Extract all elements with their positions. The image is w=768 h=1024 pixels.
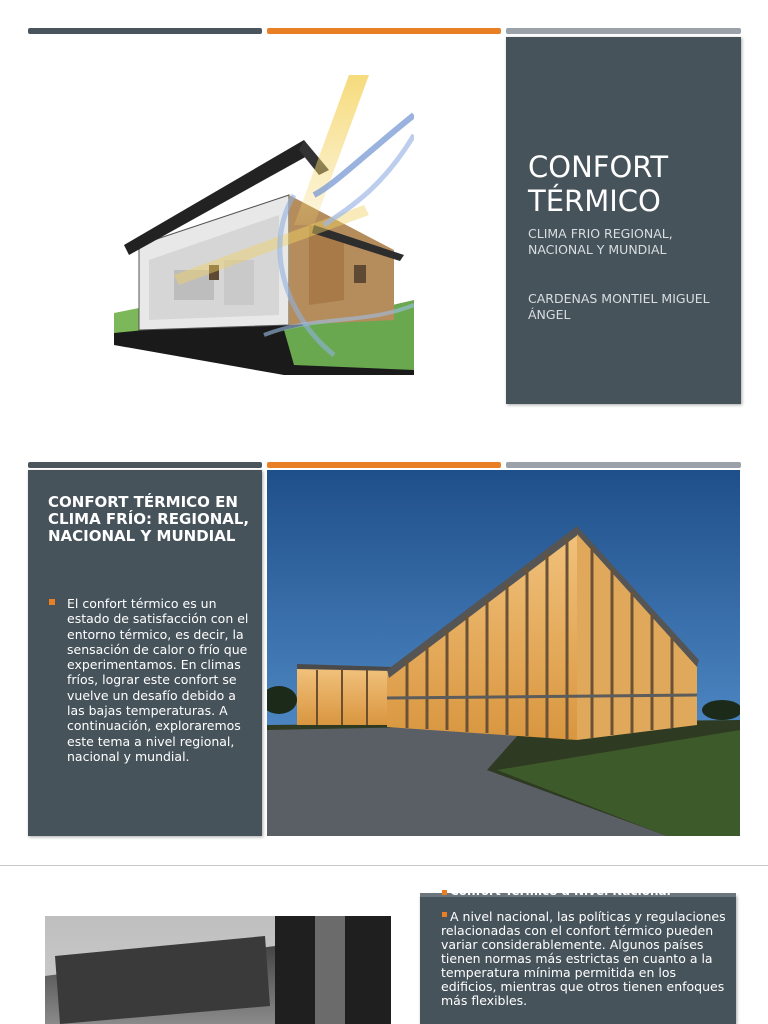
slide-2-heading: CONFORT TÉRMICO EN CLIMA FRÍO: REGIONAL, NACIONAL Y MUNDIAL bbox=[48, 493, 250, 545]
top-bar-dark bbox=[28, 28, 262, 34]
bullet-square-icon bbox=[442, 890, 447, 895]
building-photo-image bbox=[267, 470, 740, 836]
presentation-author: CARDENAS MONTIEL MIGUEL ÁNGEL bbox=[528, 291, 710, 322]
slide-3-heading: Confort Térmico a Nivel Nacional bbox=[450, 884, 671, 898]
house-illustration-image bbox=[114, 75, 414, 375]
slide-2-body-text: El confort térmico es un estado de satisfacción con el entorno térmico, es decir, la sensación de calor o frío que experimentamos. En climas fríos, lograr este confort se vuelve un desafío debido a las bajas temperaturas. A continuación, exploraremos este tema a nivel regional, nacional y mundial. bbox=[67, 596, 249, 764]
top-bar-orange bbox=[267, 462, 501, 468]
interior-photo-image bbox=[45, 916, 391, 1024]
presentation-subtitle: CLIMA FRIO REGIONAL, NACIONAL Y MUNDIAL bbox=[528, 226, 673, 257]
slide-divider bbox=[0, 865, 768, 866]
top-bar-orange bbox=[267, 28, 501, 34]
top-bar-grey bbox=[506, 28, 741, 34]
top-bar-grey bbox=[506, 462, 741, 468]
presentation-title: CONFORT TÉRMICO bbox=[528, 150, 669, 218]
title-panel bbox=[506, 37, 741, 404]
bullet-square-icon bbox=[49, 599, 55, 605]
top-bar-dark bbox=[28, 462, 262, 468]
slide-3-body-text: A nivel nacional, las políticas y regulaciones relacionadas con el confort térmico pueden variar considerablemente. Algunos países tienen normas más estrictas en cuanto a la temperatura mínima permitida en los edificios, mientras que otros tienen enfoques más flexibles. bbox=[441, 909, 726, 1008]
